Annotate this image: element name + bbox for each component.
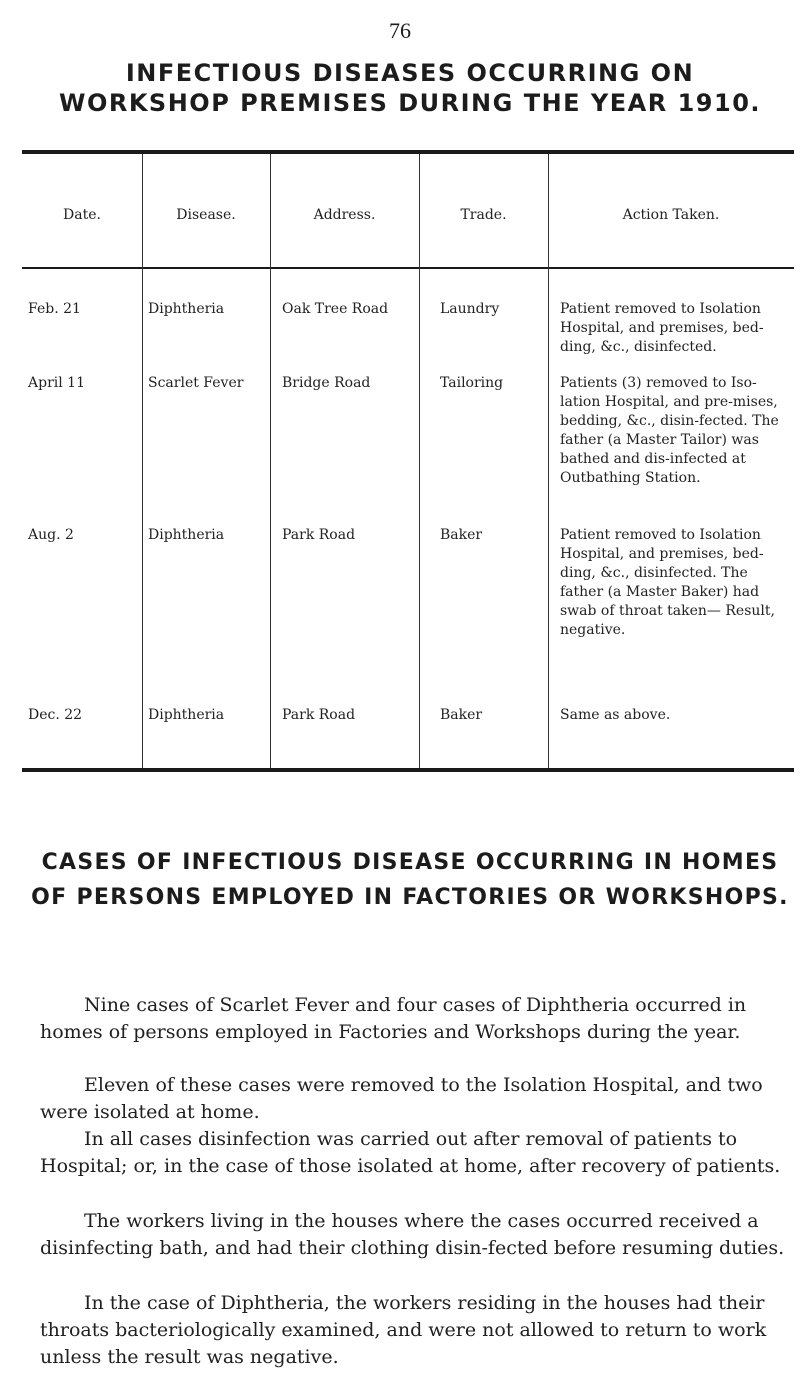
- row-1-date: Feb. 21: [28, 301, 81, 317]
- disease-table: [22, 150, 794, 774]
- column-header-disease: Disease.: [176, 207, 236, 223]
- row-3-trade: Baker: [440, 527, 483, 543]
- section-heading: CASES OF INFECTIOUS DISEASE OCCURRING IN HOMES OF PERSONS EMPLOYED IN FACTORIES OR WORKSHOPS.: [31, 850, 789, 910]
- row-2-date: April 11: [28, 375, 85, 391]
- column-header-action: Action Taken.: [622, 207, 720, 223]
- row-2-disease: Scarlet Fever: [148, 375, 244, 391]
- paragraph-4: The workers living in the houses where the cases occurred received a disinfecting bath, and had their clothing disin-fected before resuming duties.: [40, 1210, 785, 1259]
- row-4-action: Same as above.: [560, 707, 671, 723]
- page-number: 76: [389, 18, 411, 43]
- row-4-address: Park Road: [282, 707, 356, 723]
- page-heading: INFECTIOUS DISEASES OCCURRING ON WORKSHOP PREMISES DURING THE YEAR 1910.: [58, 59, 762, 117]
- row-1-disease: Diphtheria: [148, 301, 225, 317]
- row-2-action: Patients (3) removed to Iso-lation Hospital, and pre-mises, bedding, &c., disin-fected. The father (a Master Tailor) was bathed and dis-infected at Outbathing Station.: [560, 375, 779, 486]
- row-4-disease: Diphtheria: [148, 707, 225, 723]
- table-bottom-rule: [22, 768, 794, 772]
- row-3-date: Aug. 2: [28, 527, 74, 543]
- row-4-trade: Baker: [440, 707, 483, 723]
- column-divider: [142, 154, 143, 768]
- table-top-rule: [22, 150, 794, 154]
- row-2-trade: Tailoring: [440, 375, 504, 391]
- row-1-address: Oak Tree Road: [282, 301, 389, 317]
- row-4-date: Dec. 22: [28, 707, 83, 723]
- row-3-address: Park Road: [282, 527, 356, 543]
- row-2-address: Bridge Road: [282, 375, 371, 391]
- row-3-disease: Diphtheria: [148, 527, 225, 543]
- row-1-trade: Laundry: [440, 301, 500, 317]
- table-header-rule: [22, 267, 794, 269]
- column-header-date: Date.: [63, 207, 101, 223]
- column-divider: [548, 154, 549, 768]
- paragraph-2: Eleven of these cases were removed to the Isolation Hospital, and two were isolated at home.: [40, 1074, 763, 1123]
- paragraph-3: In all cases disinfection was carried out after removal of patients to Hospital; or, in the case of those isolated at home, after recovery of patients.: [40, 1128, 781, 1177]
- column-header-address: Address.: [313, 207, 376, 223]
- paragraph-1: Nine cases of Scarlet Fever and four cases of Diphtheria occurred in homes of persons employed in Factories and Workshops during the year.: [40, 994, 747, 1043]
- row-3-action: Patient removed to Isolation Hospital, and premises, bed-ding, &c., disinfected. The father (a Master Baker) had swab of throat taken— Result, negative.: [560, 527, 775, 638]
- column-divider: [270, 154, 271, 768]
- row-1-action: Patient removed to Isolation Hospital, and premises, bed-ding, &c., disinfected.: [560, 301, 764, 355]
- column-divider: [419, 154, 420, 768]
- column-header-trade: Trade.: [460, 207, 507, 223]
- paragraph-5: In the case of Diphtheria, the workers residing in the houses had their throats bacteriologically examined, and were not allowed to return to work unless the result was negative.: [40, 1292, 767, 1368]
